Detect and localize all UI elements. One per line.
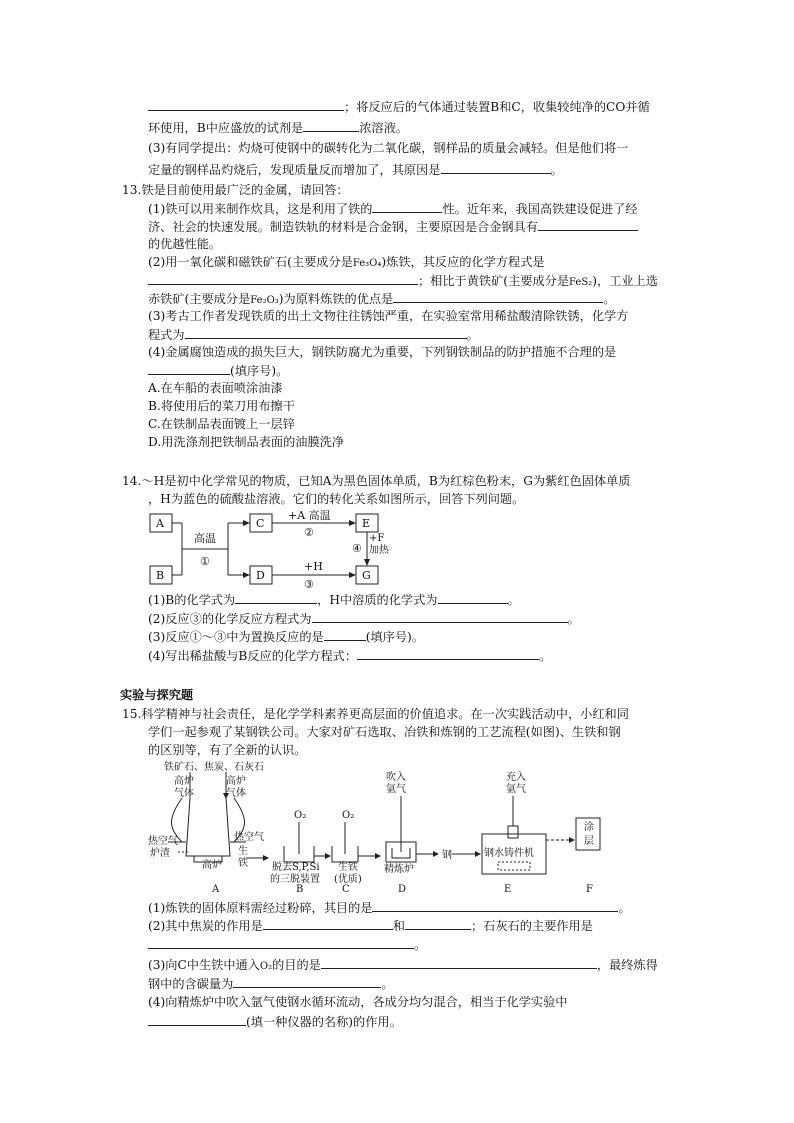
q15-stem-line3: 的区别等，有了全新的认识。 — [148, 743, 307, 757]
answer-blank[interactable] — [148, 362, 230, 375]
answer-blank[interactable] — [148, 272, 418, 285]
reaction4-number: ④ — [352, 542, 362, 555]
pig-iron-label-2: 铁 — [238, 858, 248, 869]
furnace-gas-right-2: 气体 — [226, 788, 246, 799]
hot-air-right: 热空气 — [234, 832, 264, 843]
q13-option-c[interactable]: C.在铁制品表面镀上一层锌 — [148, 417, 295, 431]
answer-blank[interactable] — [312, 610, 568, 623]
answer-blank[interactable] — [393, 290, 603, 303]
reaction1-number: ① — [200, 555, 210, 568]
q13-part1-line1: (1)铁可以用来制作炊具，这是利用了铁的 性。近年来，我国高铁建设促进了经 — [148, 202, 638, 216]
label-a: A — [156, 517, 164, 530]
reaction4-reagent: +F — [369, 533, 385, 544]
step-c-label: C — [342, 884, 350, 895]
q14-part3: (3)反应①～③中为置换反应的是 (填序号)。 — [148, 630, 424, 644]
answer-blank[interactable] — [235, 591, 317, 604]
reaction3-condition: +H — [304, 560, 323, 573]
q15-part2-line2: 。 — [148, 936, 426, 953]
q15-stem-line1: 15.科学精神与社会责任，是化学学科素养更高层面的价值追求。在一次实践活动中，小红和同 — [122, 707, 629, 721]
q12-line2: 环使用，B中应盛放的试剂是 浓溶液。 — [148, 121, 408, 135]
argon-fill-2: 氩气 — [506, 784, 526, 795]
answer-blank[interactable] — [233, 975, 381, 988]
q13-part1-line3: 的优越性能。 — [148, 237, 222, 251]
coating-label-1: 涂 — [584, 822, 594, 833]
q13-part4-line1: (4)金属腐蚀造成的损失巨大，钢铁防腐尤为重要，下列钢铁制品的防护措施不合理的是 — [148, 345, 617, 359]
blast-furnace-label: 高炉 — [202, 860, 222, 871]
coating-label-2: 层 — [584, 836, 594, 847]
hot-air-left: 热空气 — [148, 836, 178, 847]
section-heading: 实验与探究题 — [120, 688, 194, 702]
q15-stem-line2: 学们一起参观了某钢铁公司。大家对矿石选取、冶铁和炼钢的工艺流程(如图)、生铁和钢 — [148, 725, 621, 739]
step-e-label: E — [504, 884, 512, 895]
answer-blank[interactable] — [148, 936, 414, 949]
pig-iron-quality-1: 生铁 — [338, 862, 358, 873]
q13-option-b[interactable]: B.将使用后的菜刀用布擦干 — [148, 399, 295, 413]
argon-blow-2: 氩气 — [386, 784, 406, 795]
answer-blank[interactable] — [148, 98, 344, 111]
step-b-label: B — [296, 884, 304, 895]
q15-part3-line2: 钢中的含碳量为 。 — [148, 977, 394, 991]
reaction3-number: ③ — [304, 578, 314, 591]
answer-blank[interactable] — [405, 917, 471, 930]
refining-furnace-label: 精炼炉 — [384, 864, 414, 875]
q13-part3-line2: 程式为 。 — [148, 328, 479, 342]
q13-part1-line2: 济、社会的快速发展。制造铁轨的材料是合金钢，主要原因是合金钢具有 — [148, 218, 638, 235]
label-g: G — [362, 569, 371, 582]
step-f-label: F — [586, 884, 593, 895]
q13-option-a[interactable]: A.在车船的表面喷涂油漆 — [148, 381, 283, 395]
q13-part2-line3: 赤铁矿(主要成分是Fe₂O₃)为原料炼铁的优点是 。 — [148, 292, 616, 306]
q15-part1: (1)炼铁的固体原料需经过粉碎，其目的是 。 — [148, 901, 631, 915]
q14-part2: (2)反应③的化学反应方程式为 。 — [148, 612, 580, 626]
argon-blow-1: 吹入 — [386, 772, 406, 783]
answer-blank[interactable] — [321, 956, 597, 969]
label-d: D — [256, 569, 265, 582]
q13-part2-line1: (2)用一氧化碳和磁铁矿石(主要成分是Fe₃O₄)炼铁，其反应的化学方程式是 — [148, 255, 545, 269]
q15-process-diagram — [146, 758, 616, 898]
step-a-label: A — [212, 884, 220, 895]
q13-part2-line2: ；相比于黄铁矿(主要成分是FeS₂)，工业上选 — [148, 272, 658, 291]
reaction2-number: ② — [304, 526, 314, 539]
answer-blank[interactable] — [148, 1013, 246, 1026]
answer-blank[interactable] — [372, 200, 442, 213]
q12-line1: ；将反应后的气体通过装置B和C，收集较纯净的CO并循 — [148, 98, 650, 115]
q12-part3-line2: 定量的钢样品灼烧后，发现质量反而增加了，其原因是 。 — [148, 163, 563, 177]
q13-option-d[interactable]: D.用洗涤剂把铁制品表面的油膜洗净 — [148, 435, 345, 449]
reaction2-condition: +A 高温 — [288, 509, 331, 522]
label-c: C — [256, 517, 265, 530]
q14-conversion-diagram — [146, 508, 389, 591]
furnace-gas-left-1: 高炉 — [174, 776, 194, 787]
answer-blank[interactable] — [263, 917, 393, 930]
answer-blank[interactable] — [324, 628, 366, 641]
step-d-label: D — [398, 884, 407, 895]
q13-part3-line1: (3)考古工作者发现铁质的出土文物往往锈蚀严重，在实验室常用稀盐酸清除铁锈，化学方 — [148, 309, 629, 323]
answer-blank[interactable] — [372, 899, 618, 912]
answer-blank[interactable] — [538, 218, 638, 231]
q14-stem-line1: 14.～H是初中化学常见的物质，已知A为黑色固体单质，B为红棕色粉末，G为紫红色固体单质 — [122, 474, 631, 488]
label-b: B — [156, 569, 165, 582]
raw-materials-label: 铁矿石、焦炭、石灰石 — [164, 762, 264, 773]
desulfurizer-label-2: 的三脱装置 — [270, 874, 320, 885]
label-e: E — [362, 517, 371, 530]
furnace-gas-right-1: 高炉 — [226, 776, 246, 787]
answer-blank[interactable] — [303, 119, 359, 132]
furnace-gas-left-2: 气体 — [174, 788, 194, 799]
q12-part3-line1: (3)有同学提出：灼烧可使钢中的碳转化为二氧化碳，钢样品的质量会减轻。但是他们将一 — [148, 141, 629, 155]
argon-fill-1: 充入 — [506, 772, 526, 783]
steel-label: 钢 — [442, 850, 452, 861]
q15-part4-line2: (填一种仪器的名称)的作用。 — [148, 1013, 402, 1030]
reaction1-condition: 高温 — [194, 532, 216, 545]
q15-part3-line1: (3)向C中生铁中通入O₂的目的是 ，最终炼得 — [148, 958, 658, 972]
q14-stem-line2: ，H为蓝色的硫酸盐溶液。它们的转化关系如图所示，回答下列问题。 — [148, 492, 525, 506]
answer-blank[interactable] — [438, 591, 508, 604]
pig-iron-label-1: 生 — [238, 846, 248, 857]
q15-part2-line1: (2)其中焦炭的作用是 和 ；石灰石的主要作用是 — [148, 919, 593, 933]
answer-blank[interactable] — [185, 326, 467, 339]
slag-label: 炉渣 — [150, 848, 170, 859]
answer-blank[interactable] — [357, 647, 539, 660]
reaction4-condition: 加热 — [369, 545, 389, 556]
caster-label: 钢水铸件机 — [484, 848, 534, 859]
answer-blank[interactable] — [441, 161, 551, 174]
q15-part4-line1: (4)向精炼炉中吹入氩气使钢水循环流动，各成分均匀混合，相当于化学实验中 — [148, 995, 568, 1009]
desulfurizer-label-1: 脱去S,P,Si — [272, 862, 320, 873]
q14-part1: (1)B的化学式为 ，H中溶质的化学式为 。 — [148, 593, 520, 607]
blast-furnace-shape — [186, 798, 230, 856]
q13-stem: 13.铁是目前使用最广泛的金属，请回答： — [122, 183, 349, 197]
oxygen-c-label: O₂ — [342, 810, 355, 821]
q13-part4-line2: (填序号)。 — [148, 362, 288, 379]
oxygen-b-label: O₂ — [294, 810, 307, 821]
q14-part4: (4)写出稀盐酸与B反应的化学方程式： 。 — [148, 649, 552, 663]
pig-iron-quality-2: (优质) — [334, 874, 362, 885]
